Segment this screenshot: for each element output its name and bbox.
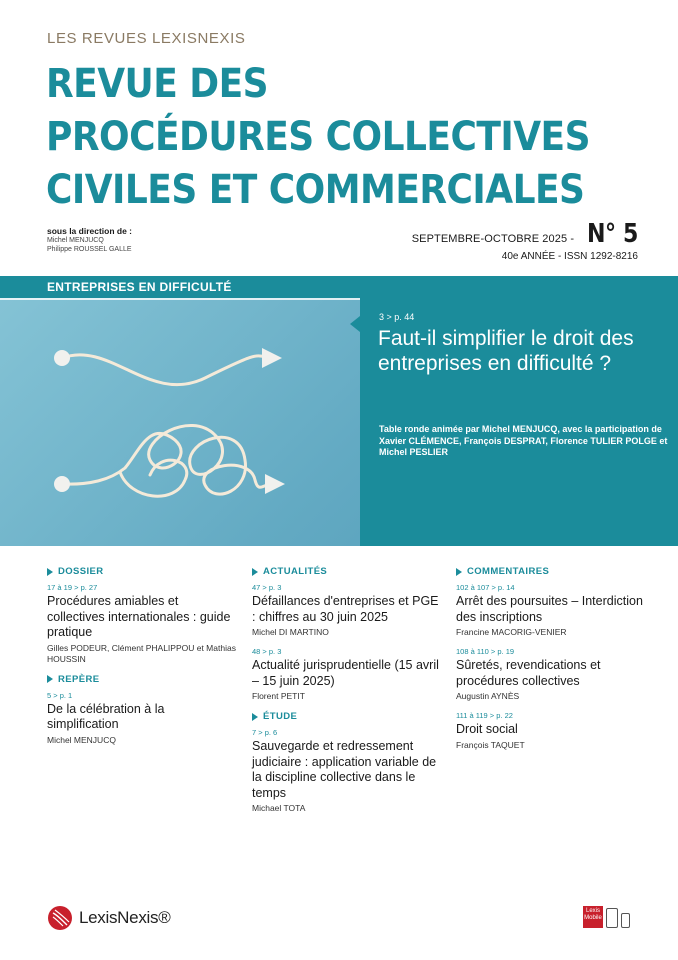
- tablet-icon: [606, 908, 618, 928]
- section-heading-etude: ÉTUDE: [252, 711, 442, 722]
- section-heading-dossier: DOSSIER: [47, 566, 237, 577]
- issue-number: N° 5: [587, 219, 638, 249]
- title-line: REVUE DES: [46, 61, 269, 107]
- entry-author: Michel MENJUCQ: [47, 734, 116, 745]
- triangle-icon: [47, 568, 53, 576]
- entry-ref: 17 à 19 > p. 27: [47, 583, 98, 592]
- entry-ref: 48 > p. 3: [252, 647, 282, 656]
- feature-headline[interactable]: Faut-il simplifier le droit des entreprises en difficulté ?: [378, 327, 634, 375]
- toc-entry[interactable]: [252, 728, 442, 814]
- entry-title[interactable]: Procédures amiables et collectives internationales : guide pratique: [47, 594, 231, 639]
- title-line: PROCÉDURES COLLECTIVES: [46, 114, 590, 160]
- entry-title[interactable]: Sûretés, revendications et procédures collectives: [456, 658, 601, 688]
- entry-author: Florent PETIT: [252, 691, 305, 701]
- issue-info: [412, 219, 638, 262]
- entry-author: Michel DI MARTINO: [252, 627, 329, 637]
- triangle-icon: [47, 675, 53, 683]
- entry-title[interactable]: Défaillances d'entreprises et PGE : chiffres au 30 juin 2025: [252, 594, 439, 624]
- entry-title[interactable]: Actualité jurisprudentielle (15 avril – 15 juin 2025): [252, 658, 439, 688]
- section-underline: [0, 298, 360, 300]
- director-name: Michel MENJUCQ: [47, 237, 104, 244]
- lexisnexis-emblem-icon: [47, 905, 73, 931]
- entry-ref: 47 > p. 3: [252, 583, 282, 592]
- toc-entry[interactable]: [456, 647, 646, 702]
- column-actualites: [252, 566, 442, 823]
- journal-title: [46, 58, 590, 217]
- section-heading-repere: REPÈRE: [47, 674, 237, 685]
- entry-author: Michael TOTA: [252, 803, 306, 813]
- entry-ref: 102 à 107 > p. 14: [456, 583, 515, 592]
- string-arrows-illustration: [0, 300, 350, 546]
- feature-credits: Table ronde animée par Michel MENJUCQ, avec la participation de Xavier CLÉMENCE, François DESPRAT, Florence TULIER POLGE et Michel PESLIER: [379, 424, 668, 457]
- feature-ref: 3 > p. 44: [379, 312, 415, 322]
- lexis-mobile-badge: Lexis Mobile: [583, 906, 603, 928]
- year-issn: 40e ANNÉE - ISSN 1292-8216: [501, 251, 638, 262]
- entry-author: Gilles PODEUR, Clément PHALIPPOU et Mathias HOUSSIN: [47, 642, 236, 664]
- toc-entry[interactable]: [47, 691, 237, 746]
- triangle-icon: [252, 713, 258, 721]
- toc-entry[interactable]: [456, 711, 646, 751]
- entry-title[interactable]: Sauvegarde et redressement judiciaire : application variable de la discipline collective dans le temps: [252, 739, 437, 800]
- entry-author: Augustin AYNÈS: [456, 691, 520, 701]
- phone-icon: [621, 913, 630, 928]
- lexisnexis-logo[interactable]: [47, 905, 170, 931]
- entry-author: Francine MACORIG-VENIER: [456, 627, 567, 637]
- section-bar: [0, 276, 360, 298]
- toc-entry[interactable]: [456, 583, 646, 638]
- editorial-direction: [47, 227, 132, 254]
- toc-entry[interactable]: [252, 583, 442, 638]
- triangle-icon: [456, 568, 462, 576]
- entry-title[interactable]: Arrêt des poursuites – Interdiction des inscriptions: [456, 594, 643, 624]
- section-label: ENTREPRISES EN DIFFICULTÉ: [47, 280, 232, 294]
- title-line: CIVILES ET COMMERCIALES: [46, 167, 585, 213]
- feature-banner[interactable]: [0, 276, 678, 546]
- section-heading-actualites: ACTUALITÉS: [252, 566, 442, 577]
- entry-ref: 108 à 110 > p. 19: [456, 647, 515, 656]
- triangle-icon: [252, 568, 258, 576]
- mobile-access-badge[interactable]: [583, 906, 630, 928]
- panel-pointer: [350, 316, 360, 332]
- entry-title[interactable]: Droit social: [456, 722, 518, 736]
- logo-wordmark: LexisNexis®: [79, 908, 171, 927]
- column-dossier: [47, 566, 237, 755]
- entry-ref: 111 à 119 > p. 22: [456, 711, 513, 720]
- entry-ref: 5 > p. 1: [47, 690, 73, 700]
- direction-label: sous la direction de :: [47, 226, 133, 236]
- issue-date: SEPTEMBRE-OCTOBRE 2025 -: [411, 233, 575, 245]
- entry-author: François TAQUET: [456, 739, 525, 750]
- section-heading-commentaires: COMMENTAIRES: [456, 566, 646, 577]
- toc-entry[interactable]: [47, 583, 237, 665]
- director-name: Philippe ROUSSEL GALLE: [47, 246, 132, 253]
- series-name: LES REVUES LEXISNEXIS: [47, 30, 246, 47]
- column-commentaires: [456, 566, 646, 760]
- toc-entry[interactable]: [252, 647, 442, 702]
- entry-ref: 7 > p. 6: [252, 728, 278, 737]
- entry-title[interactable]: De la célébration à la simplification: [47, 701, 165, 731]
